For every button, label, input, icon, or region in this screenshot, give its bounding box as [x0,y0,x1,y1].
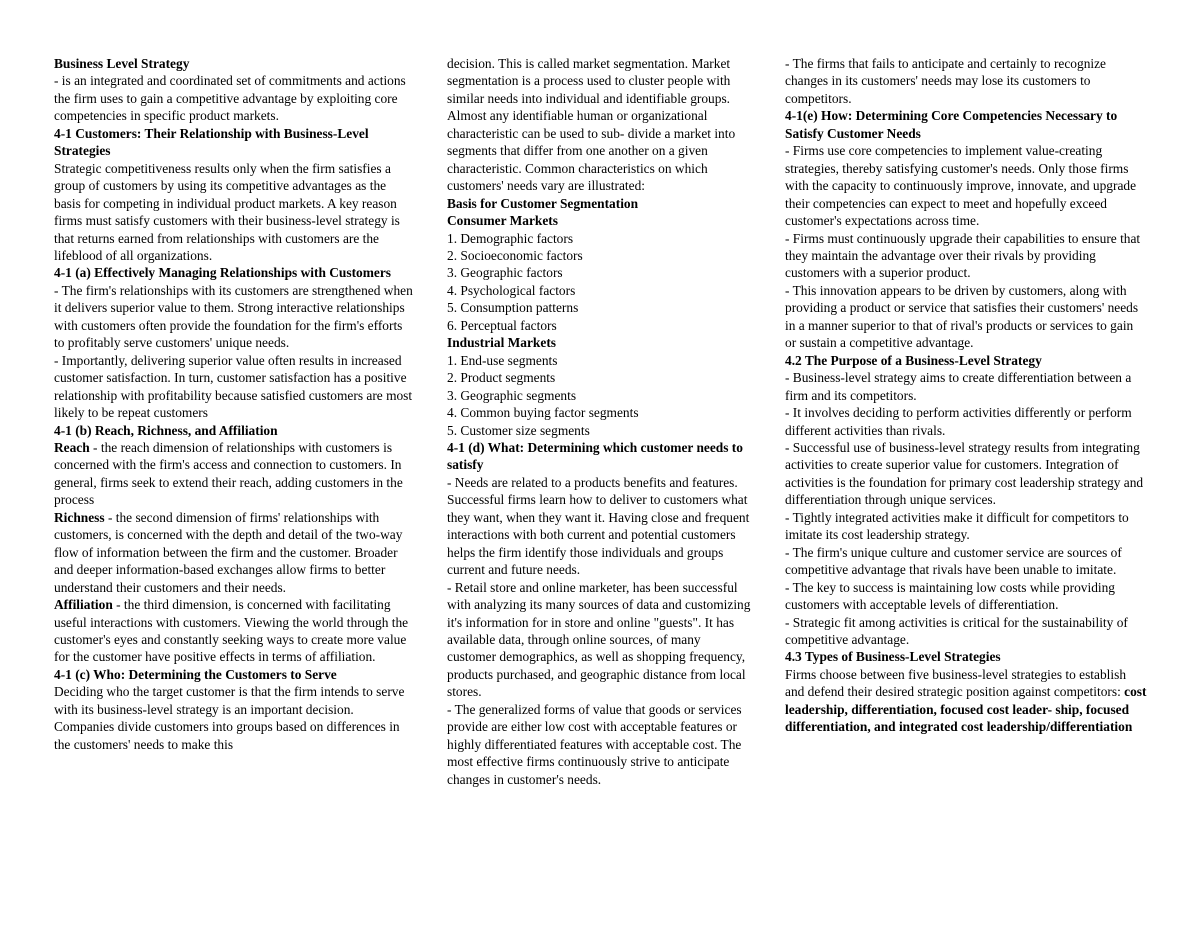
paragraph: decision. This is called market segmentation. Market segmentation is a process used to cluster people with similar needs into individual and identifiable groups. [447,56,731,106]
paragraph: - is an integrated and coordinated set of commitments and actions the firm uses to gain a competitive advantage by exploiting core competencies in specific product markets. [54,73,406,124]
paragraph: 4. Psychological factors [447,282,576,298]
strategy-list: cost leadership, differentiation, focused cost leader- ship, focused differentiation, and integrated cost leadership/differentiation [785,684,1147,735]
paragraph: - The firms that fails to anticipate and certainly to recognize changes in its customers' needs may lose its customers to competitors. [785,56,1107,106]
paragraph: 5. Customer size segments [447,422,590,438]
definition-term: Affiliation [54,597,113,613]
paragraph: - Business-level strategy aims to create differentiation between a firm and its competitors. [785,370,1132,403]
section-heading: 4-1 (c) Who: Determining the Customers to Serve [54,666,337,682]
section-heading: 4-1 (d) What: Determining which customer needs to satisfy [447,439,743,473]
paragraph: - The firm's relationships with its customers are strengthened when it delivers superior value to them. Strong interactive relationships with customers often provide the foundation for the firm's efforts to profitably serve customers' unique needs. [54,282,413,351]
paragraph-text: Firms choose between five business-level strategies to establish and defend their desired strategic position against competitors: [785,666,1127,700]
definition-paragraph [54,439,416,509]
section-heading: 4.3 Types of Business-Level Strategies [785,649,1001,665]
paragraph: - The key to success is maintaining low costs while providing customers with acceptable levels of differentiation. [785,579,1116,613]
paragraph: Almost any identifiable human or organizational characteristic can be used to sub- divide a market into segments that differ from one another on a given characteristic. Common characteristics on which customers' needs vary are illustrated: [447,108,736,194]
paragraph: - Retail store and online marketer, has been successful with analyzing its many sources of data and customizing it's information for in store and online "guests". It has available data, through online sources, of many customer demographics, as well as shopping frequency, products purchased, and geographic distance from local stores. [447,579,751,700]
paragraph: - Successful use of business-level strategy results from integrating activities to create superior value for customers. Integration of activities is the foundation for primary cost leadership strategy and differentiation through unique services. [785,439,1144,508]
paragraph: - Firms must continuously upgrade their capabilities to ensure that they maintain the advantage over their rivals by providing customers with a superior product. [785,230,1141,281]
definition-text: - the reach dimension of relationships with customers is concerned with the firm's access and connection to customers. In general, firms seek to extend their reach, adding customers in the process [54,439,403,508]
section-heading: 4-1 (b) Reach, Richness, and Affiliation [54,422,278,438]
paragraph: Deciding who the target customer is that the firm intends to serve with its business-level strategy is an important decision. Companies divide customers into groups based on differences in the customers' needs to make this [54,684,405,752]
paragraph: - The generalized forms of value that goods or services provide are either low cost with acceptable features or highly differentiated features with acceptable cost. The most effective firms continuously strive to anticipate changes in customer's needs. [447,701,742,787]
paragraph: 2. Socioeconomic factors [447,247,583,263]
paragraph: 1. End-use segments [447,352,558,368]
paragraph: - Firms use core competencies to implement value-creating strategies, thereby satisfying customer's needs. Only those firms with the capacity to continuously improve, innovate, and upgrade their competencies can expect to meet and hopefully exceed customer's expectations across time. [785,143,1137,229]
section-heading: Consumer Markets [447,213,558,229]
paragraph: 1. Demographic factors [447,230,574,246]
paragraph: 4. Common buying factor segments [447,405,639,421]
paragraph: 3. Geographic factors [447,265,563,281]
paragraph: 2. Product segments [447,370,556,386]
definition-paragraph [54,596,416,666]
paragraph: Strategic competitiveness results only when the firm satisfies a group of customers by using its competitive advantages as the basis for competing in individual product markets. A key reason firms must satisfy customers with their business-level strategy is that returns earned from relationships with customers are the lifeblood of all organizations. [54,160,400,263]
section-heading: Basis for Customer Segmentation [447,195,639,211]
paragraph: - The firm's unique culture and customer service are sources of competitive advantage that rivals have been unable to imitate. [785,544,1122,578]
definition-term: Reach [54,439,90,455]
section-heading: 4.2 The Purpose of a Business-Level Strategy [785,352,1042,368]
section-heading: 4-1(e) How: Determining Core Competencies Necessary to Satisfy Customer Needs [785,108,1118,141]
column-2 [447,55,753,788]
definition-term: Richness [54,509,105,525]
paragraph: - Strategic fit among activities is critical for the sustainability of competitive advantage. [785,614,1128,647]
section-heading: 4-1 (a) Effectively Managing Relationships with Customers [54,265,391,281]
definition-paragraph [54,509,416,596]
definition-text: - the second dimension of firms' relationships with customers, is concerned with the depth and detail of the two-way flow of information between the firm and the customer. Broader and deeper information-based exchanges allow firms to better understand their customers and their needs. [54,509,403,595]
column-1 [54,55,416,753]
definition-text: - the third dimension, is concerned with facilitating useful interactions with customers. Viewing the world through the customer's eyes and constantly seeking ways to create more value for the customer have positive effects in terms of affiliation. [54,597,409,665]
paragraph: - It involves deciding to perform activities differently or perform different activities than rivals. [785,405,1132,438]
section-heading: Business Level Strategy [54,56,190,71]
column-3 [785,55,1147,736]
paragraph: 5. Consumption patterns [447,300,579,316]
paragraph: - Needs are related to a products benefits and features. Successful firms learn how to deliver to customers what they want, when they want it. Having close and frequent interactions with both current and potential customers helps the firm identify those individuals and groups current and future needs. [447,474,750,578]
paragraph: 3. Geographic segments [447,387,577,403]
paragraph: - Importantly, delivering superior value often results in increased customer satisfaction. In turn, customer satisfaction has a positive relationship with profitability because satisfied customers are most likely to be repeat customers [54,352,413,421]
paragraph: 6. Perceptual factors [447,317,557,333]
section-heading: 4-1 Customers: Their Relationship with Business-Level Strategies [54,125,369,159]
paragraph: - Tightly integrated activities make it difficult for competitors to imitate its cost leadership strategy. [785,509,1129,543]
paragraph [785,666,1147,736]
section-heading: Industrial Markets [447,335,556,351]
paragraph: - This innovation appears to be driven by customers, along with providing a product or service that satisfies their customers' needs in a manner superior to that of rival's products or services to gain or sustain a competitive advantage. [785,282,1139,351]
